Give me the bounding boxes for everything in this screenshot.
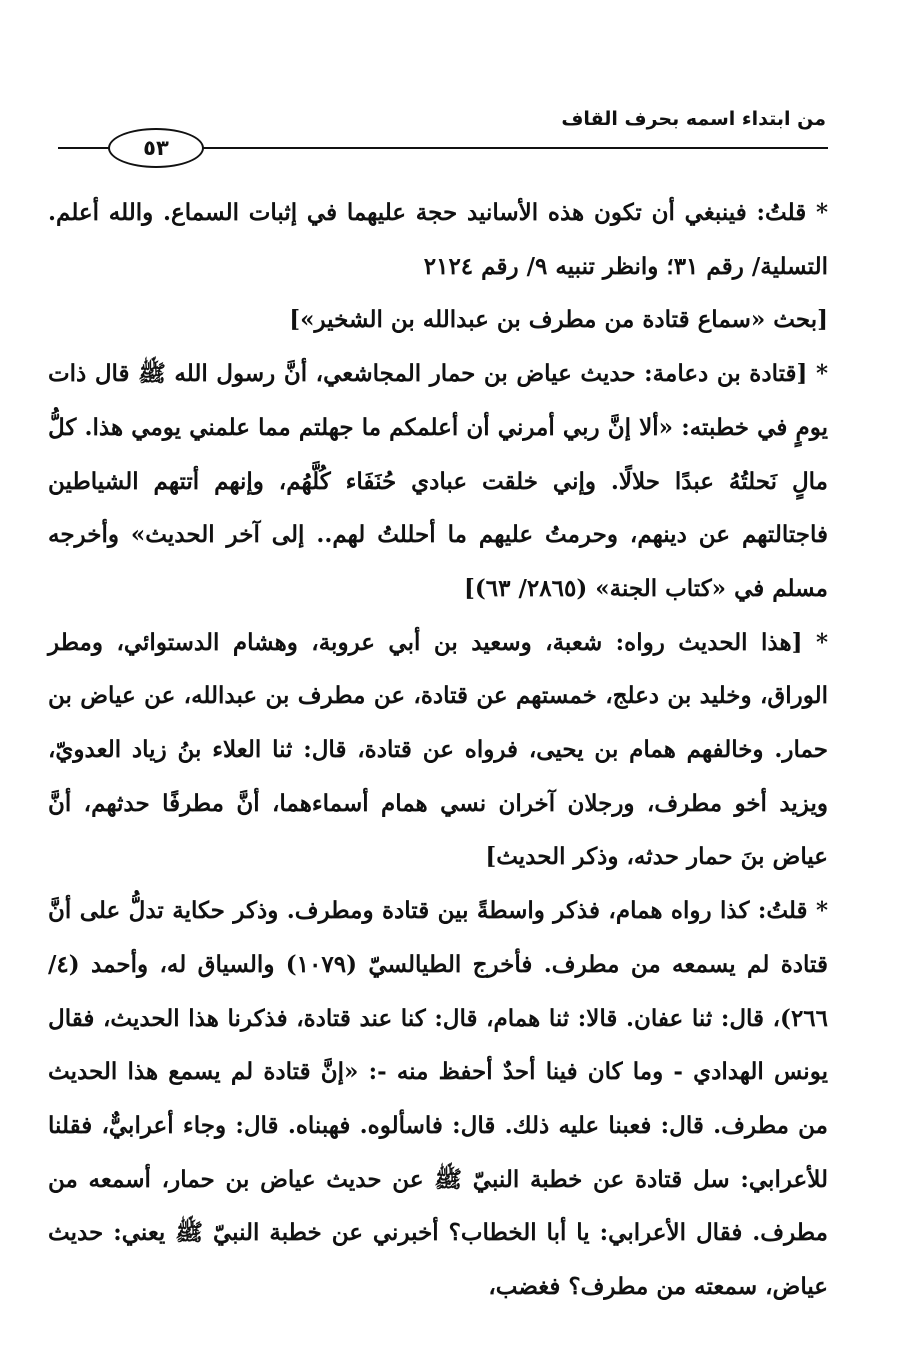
running-header: من ابتداء اسمه بحرف القاف — [561, 108, 826, 130]
section-heading — [48, 293, 828, 347]
paragraph-text: [هذا الحديث رواه: شعبة، وسعيد بن أبي عروبة، وهشام الدستوائي، ومطر الوراق، وخليد بن دعلج، خمستهم عن قتادة، عن مطرف بن عبدالله، عن عياض بن حمار. وخالفهم همام بن يحيى، فرواه عن قتادة، قال: ثنا العلاء بنُ زياد العدويّ، ويزيد أخو مطرف، ورجلان آخران نسي همام أسماءهما، أنَّ مطرفًا حدثهم، أنَّ عياض بنَ حمار حدثه، وذكر الحديث] — [48, 628, 828, 871]
star-marker: * — [815, 897, 828, 925]
paragraph-hadith — [48, 347, 828, 616]
paragraph-text: قلتُ: كذا رواه همام، فذكر واسطةً بين قتادة ومطرف. وذكر حكاية تدلُّ على أنَّ قتادة لم يسمعه من مطرف. فأخرج الطيالسيّ (١٠٧٩) والسياق له، وأحمد (٤/ ٢٦٦)، قال: ثنا عفان. قالا: ثنا همام، قال: كنا عند قتادة، فذكرنا هذا الحديث، فقال يونس الهدادي - وما كان فينا أحدٌ أحفظ منه -: «إنَّ قتادة لم يسمع هذا الحديث من مطرف. قال: فعبنا عليه ذلك. قال: فاسألوه. فهبناه. قال: وجاء أعرابيٌّ، فقلنا للأعرابي: سل قتادة عن خطبة النبيّ ﷺ عن حديث عياض بن حمار، أسمعه من مطرف. فقال الأعرابي: يا أبا الخطاب؟ أخبرني عن خطبة النبيّ ﷺ يعني: حديث عياض، سمعته من مطرف؟ فغضب، — [48, 897, 828, 1301]
page-body — [48, 186, 828, 1314]
paragraph-analysis — [48, 884, 828, 1314]
paragraph-text: قلتُ: فينبغي أن تكون هذه الأسانيد حجة عليهما في إثبات السماع. والله أعلم. التسلية/ رقم ٣١؛ وانظر تنبيه ٩/ رقم ٢١٢٤ — [48, 199, 828, 280]
section-heading-text: [بحث «سماع قتادة من مطرف بن عبدالله بن الشخير»] — [289, 306, 828, 334]
paragraph-text: [قتادة بن دعامة: حديث عياض بن حمار المجاشعي، أنَّ رسول الله ﷺ قال ذات يومٍ في خطبته: «ألا إنَّ ربي أمرني أن أعلمكم ما جهلتم مما علمني يومي هذا. كلُّ مالٍ نَحلتُهُ عبدًا حلالًا. وإني خلقت عبادي حُنَفَاء كُلَّهُم، وإنهم أتتهم الشياطين فاجتالتهم عن دينهم، وحرمتُ عليهم ما أحللتُ لهم.. إلى آخر الحديث» وأخرجه مسلم في «كتاب الجنة» (٢٨٦٥/ ٦٣)] — [48, 360, 828, 602]
star-marker: * — [815, 199, 829, 226]
paragraph-conclusion — [48, 186, 828, 293]
paragraph-narrators — [48, 616, 828, 885]
star-marker: * — [815, 360, 828, 388]
star-marker: * — [815, 628, 829, 656]
page-number: ٥٣ — [108, 128, 204, 168]
